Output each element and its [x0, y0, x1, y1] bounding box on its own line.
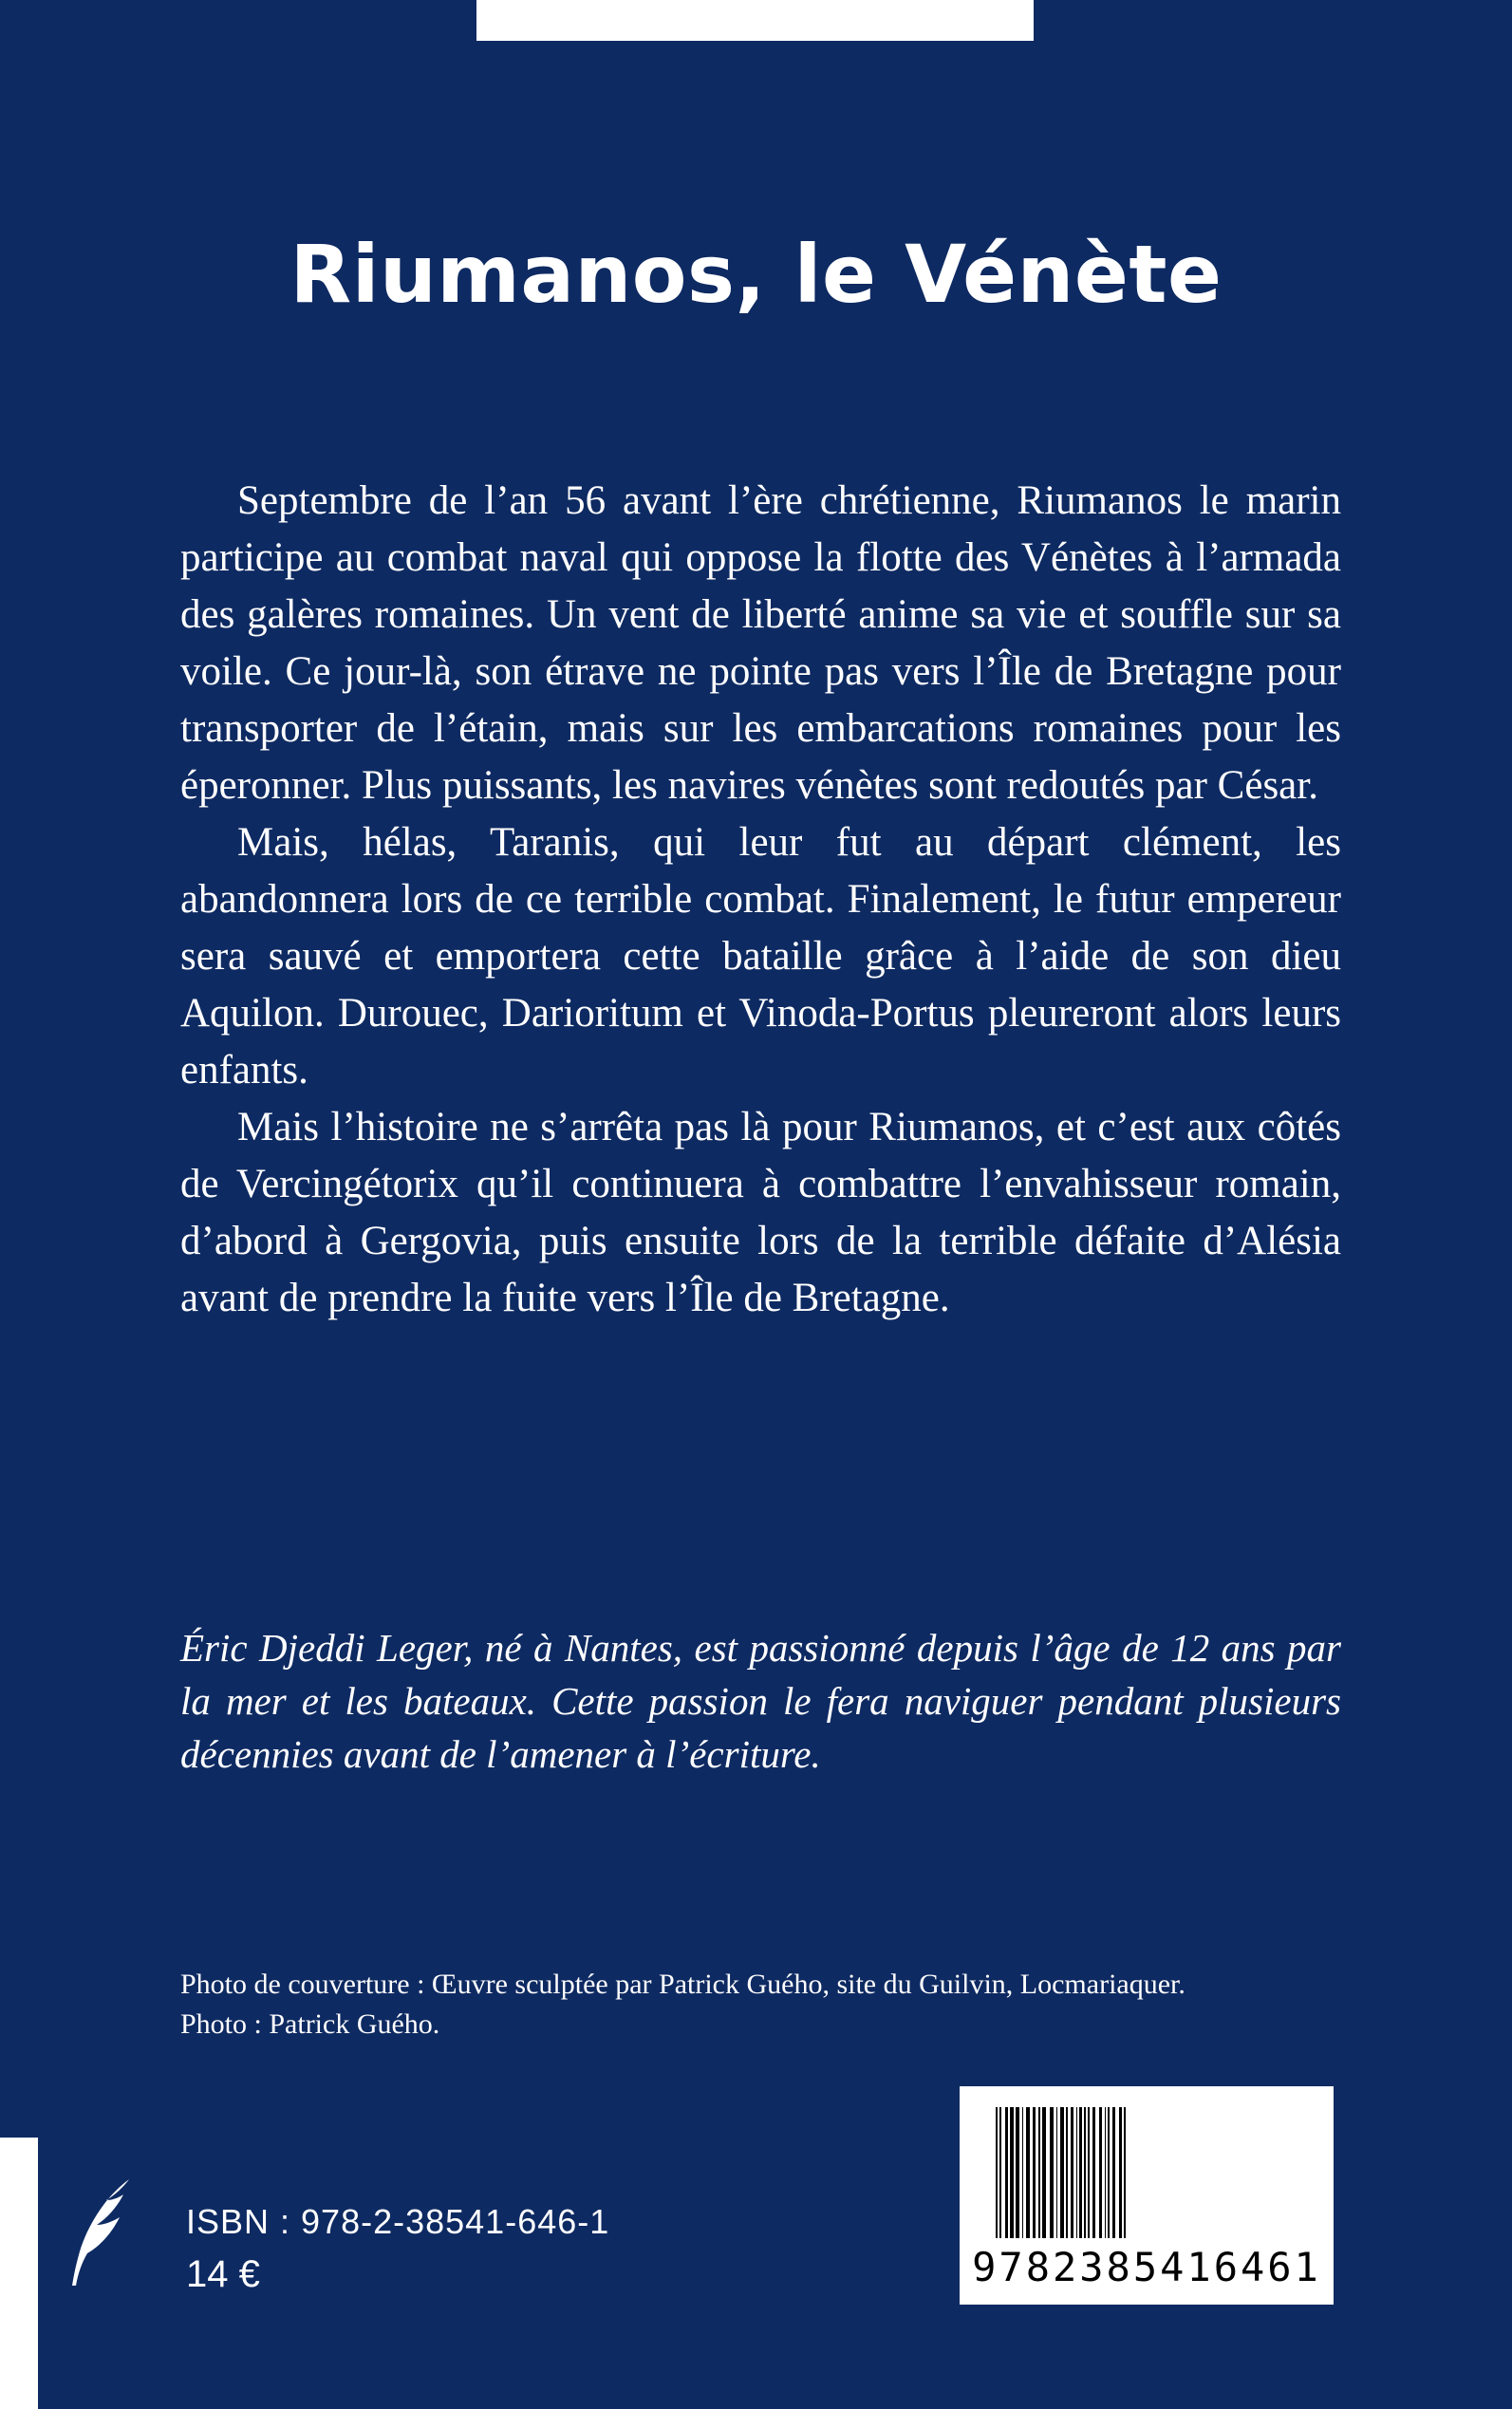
barcode-bar [1026, 2107, 1030, 2238]
barcode-bar [1056, 2107, 1057, 2238]
barcode-bar [1060, 2107, 1064, 2238]
book-title: Riumanos, le Vénète [289, 228, 1223, 321]
summary-paragraph-1: Septembre de l’an 56 avant l’ère chrétienne, Riumanos le marin participe au combat naval qui oppose la flotte des Vénètes à l’armada des galères romaines. Un vent de liberté anime sa vie et souffle sur sa voile. Ce jour-là, son étrave ne pointe pas vers l’Île de Bretagne pour transporter de l’étain, mais sur les embarcations romaines pour les éperonner. Plus puissants, les navires vénètes sont redoutés par César. [180, 478, 1341, 808]
barcode-bar [1119, 2107, 1122, 2238]
summary-paragraph-3: Mais l’histoire ne s’arrêta pas là pour Riumanos, et c’est aux côtés de Vercingétorix qu’il continuera à combattre l’envahisseur romain, d’abord à Gergovia, puis ensuite lors de la terrible défaite d’Alésia avant de prendre la fuite vers l’Île de Bretagne. [180, 1105, 1341, 1320]
barcode-bar [1016, 2107, 1019, 2238]
barcode-bar [1105, 2107, 1106, 2238]
barcode-bar [1042, 2107, 1046, 2238]
left-white-strip [0, 2138, 38, 2409]
barcode-bar [1124, 2107, 1126, 2238]
barcode-bar [1079, 2107, 1082, 2238]
price-text: 14 € [186, 2253, 260, 2295]
barcode-bar [1099, 2107, 1102, 2238]
barcode-bar [996, 2107, 998, 2238]
barcode-bar [1088, 2107, 1090, 2238]
barcode [960, 2086, 1334, 2305]
photo-credits [180, 1965, 1341, 2045]
barcode-bar [1092, 2107, 1095, 2238]
barcode-bar [1084, 2107, 1086, 2238]
barcode-bar [1071, 2107, 1073, 2238]
barcode-bar [999, 2107, 1001, 2238]
barcode-bar [1022, 2107, 1023, 2238]
barcode-bars [996, 2107, 1297, 2250]
top-white-tab [476, 0, 1034, 41]
barcode-digits: 9782385416461 [972, 2244, 1321, 2290]
author-bio: Éric Djeddi Leger, né à Nantes, est passionné depuis l’âge de 12 ans par la mer et les bateaux. Cette passion le fera naviguer pendant plusieurs décennies avant de l’amener à l’écriture. [180, 1626, 1341, 1776]
isbn-text: ISBN : 978-2-38541-646-1 [186, 2202, 610, 2241]
barcode-bar [1066, 2107, 1068, 2238]
photo-credit-line-2: Photo : Patrick Guého. [180, 2008, 440, 2040]
summary-text [180, 473, 1341, 1327]
photo-credit-line-1: Photo de couverture : Œuvre sculptée par Patrick Guého, site du Guilvin, Locmariaquer. [180, 1969, 1185, 2000]
summary-paragraph-2: Mais, hélas, Taranis, qui leur fut au départ clément, les abandonnera lors de ce terrible combat. Finalement, le futur empereur sera sauvé et emportera cette bataille grâce à l’aide de son dieu Aquilon. Durouec, Darioritum et Vinoda-Portus pleureront alors leurs enfants. [180, 820, 1341, 1092]
barcode-bar [1108, 2107, 1110, 2238]
barcode-bar [1038, 2107, 1040, 2238]
barcode-bar [1010, 2107, 1014, 2238]
barcode-bar [1112, 2107, 1115, 2238]
barcode-bar [1050, 2107, 1054, 2238]
barcode-bar [1033, 2107, 1036, 2238]
quill-feather-icon [63, 2176, 139, 2289]
barcode-bar [1005, 2107, 1008, 2238]
barcode-bar [1076, 2107, 1077, 2238]
